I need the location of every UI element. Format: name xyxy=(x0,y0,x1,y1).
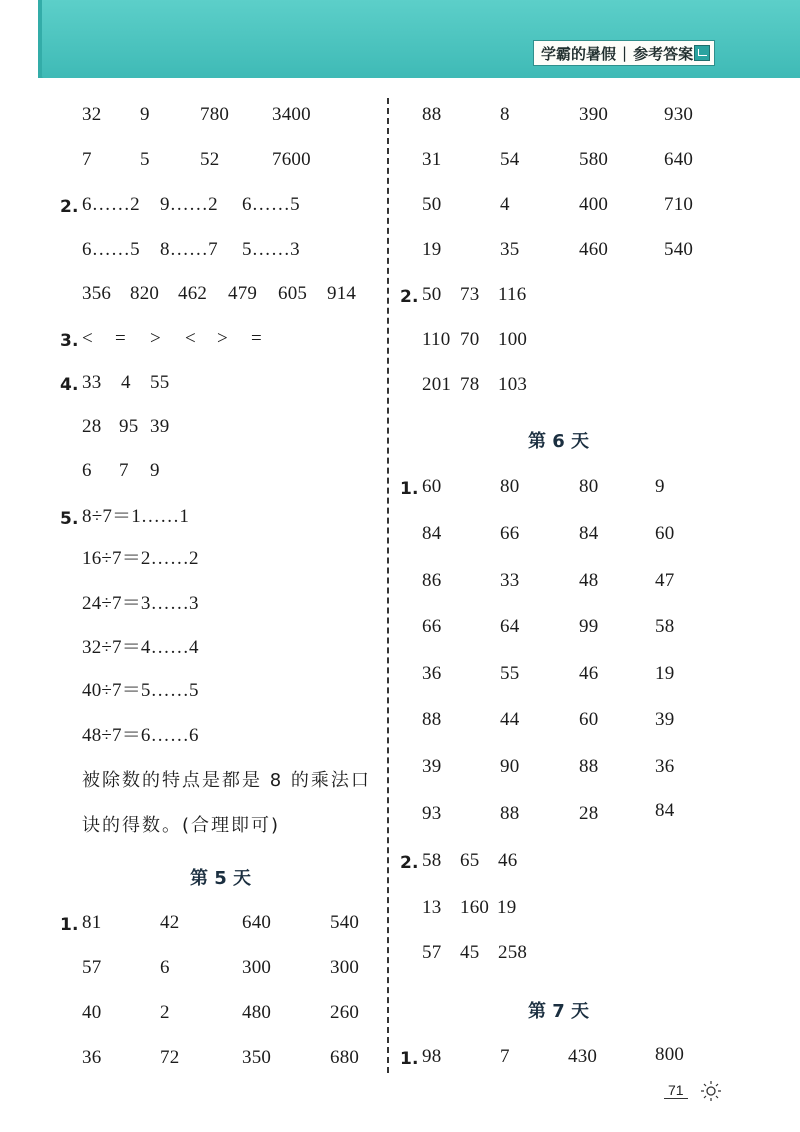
answer-cell: 32 xyxy=(82,104,102,125)
answer-cell: 45 xyxy=(460,942,480,963)
answer-cell: 78 xyxy=(460,374,480,395)
answer-cell: 4 xyxy=(500,194,510,215)
answer-cell: 710 xyxy=(664,194,694,215)
header-separator: | xyxy=(622,44,628,62)
answer-cell: 6……5 xyxy=(242,194,300,215)
answer-cell: 430 xyxy=(568,1046,598,1067)
answer-cell: 66 xyxy=(500,523,520,544)
answer-cell: 31 xyxy=(422,149,442,170)
answer-cell: 640 xyxy=(242,912,272,933)
question-number: 3. xyxy=(60,331,79,351)
answer-cell: 50 xyxy=(422,284,442,305)
answer-cell: 39 xyxy=(655,709,675,730)
answer-cell: 47 xyxy=(655,570,675,591)
answer-cell: 95 xyxy=(119,416,139,437)
answer-cell: 54 xyxy=(500,149,520,170)
answer-cell: 88 xyxy=(422,104,442,125)
book-icon xyxy=(694,45,710,61)
question-number: 1. xyxy=(400,479,419,499)
answer-cell: 52 xyxy=(200,149,220,170)
answer-cell: 160 xyxy=(460,897,490,918)
answer-cell: 88 xyxy=(579,756,599,777)
answer-cell: 60 xyxy=(579,709,599,730)
answer-cell: > xyxy=(150,328,161,349)
answer-cell: 540 xyxy=(330,912,360,933)
day-7-title: 第 7 天 xyxy=(528,1001,590,1022)
answer-cell: 55 xyxy=(150,372,170,393)
answer-cell: 60 xyxy=(655,523,675,544)
answer-cell: 19 xyxy=(422,239,442,260)
answer-cell: 44 xyxy=(500,709,520,730)
answer-cell: 46 xyxy=(579,663,599,684)
answer-cell: 820 xyxy=(130,283,160,304)
answer-cell: 9 xyxy=(655,476,665,497)
answer-cell: 57 xyxy=(422,942,442,963)
answer-cell: 72 xyxy=(160,1047,180,1068)
answer-cell: 7 xyxy=(500,1046,510,1067)
header-tab xyxy=(533,40,715,66)
answer-cell: 4 xyxy=(121,372,131,393)
answer-cell: 98 xyxy=(422,1046,442,1067)
answer-cell: 300 xyxy=(242,957,272,978)
answer-cell: 390 xyxy=(579,104,609,125)
day-6-title: 第 6 天 xyxy=(528,431,590,452)
answer-cell: < xyxy=(185,328,196,349)
answer-cell: 580 xyxy=(579,149,609,170)
answer-cell: 400 xyxy=(579,194,609,215)
answer-cell: 460 xyxy=(579,239,609,260)
answer-cell: 356 xyxy=(82,283,112,304)
answer-line: 40÷7＝5……5 xyxy=(82,680,199,701)
answer-cell: 88 xyxy=(500,803,520,824)
answer-cell: < xyxy=(82,328,93,349)
answer-cell: 36 xyxy=(655,756,675,777)
answer-cell: 260 xyxy=(330,1002,360,1023)
answer-cell: 930 xyxy=(664,104,694,125)
answer-line: 16÷7＝2……2 xyxy=(82,548,199,569)
answer-cell: 57 xyxy=(82,957,102,978)
header-band xyxy=(42,0,800,78)
answer-cell: 110 xyxy=(422,329,451,350)
answer-cell: 680 xyxy=(330,1047,360,1068)
answer-cell: 116 xyxy=(498,284,527,305)
answer-cell: 9 xyxy=(140,104,150,125)
answer-cell: 7 xyxy=(119,460,129,481)
answer-cell: 201 xyxy=(422,374,452,395)
answer-cell: 3400 xyxy=(272,104,311,125)
answer-cell: 6……2 xyxy=(82,194,140,215)
answer-cell: 70 xyxy=(460,329,480,350)
answer-cell: 8……7 xyxy=(160,239,218,260)
sun-icon xyxy=(700,1080,722,1102)
answer-cell: 39 xyxy=(422,756,442,777)
answer-line: 32÷7＝4……4 xyxy=(82,637,199,658)
page-number: 71 xyxy=(664,1082,688,1099)
day-5-title: 第 5 天 xyxy=(190,868,252,889)
question-number: 2. xyxy=(60,197,79,217)
answer-cell: 60 xyxy=(422,476,442,497)
answer-cell: 50 xyxy=(422,194,442,215)
answer-cell: 800 xyxy=(655,1044,685,1065)
answer-cell: 914 xyxy=(327,283,357,304)
answer-cell: 36 xyxy=(82,1047,102,1068)
answer-cell: 19 xyxy=(497,897,517,918)
answer-cell: 65 xyxy=(460,850,480,871)
answer-cell: 66 xyxy=(422,616,442,637)
answer-cell: 36 xyxy=(422,663,442,684)
answer-cell: 40 xyxy=(82,1002,102,1023)
answer-note: 被除数的特点是都是 8 的乘法口 xyxy=(82,770,371,791)
answer-cell: 479 xyxy=(228,283,258,304)
answer-cell: 99 xyxy=(579,616,599,637)
question-number: 1. xyxy=(400,1049,419,1069)
question-number: 5. xyxy=(60,509,79,529)
answer-cell: 84 xyxy=(655,800,675,821)
answer-cell: 84 xyxy=(579,523,599,544)
answer-cell: 8 xyxy=(500,104,510,125)
answer-cell: 84 xyxy=(422,523,442,544)
answer-line: 48÷7＝6……6 xyxy=(82,725,199,746)
answer-cell: 39 xyxy=(150,416,170,437)
answer-cell: 81 xyxy=(82,912,102,933)
answer-cell: 2 xyxy=(160,1002,170,1023)
answer-cell: 48 xyxy=(579,570,599,591)
answer-cell: 80 xyxy=(500,476,520,497)
answer-note: 诀的得数。(合理即可) xyxy=(82,815,281,836)
answer-cell: 33 xyxy=(500,570,520,591)
answer-cell: 480 xyxy=(242,1002,272,1023)
answer-cell: 33 xyxy=(82,372,102,393)
answer-cell: 300 xyxy=(330,957,360,978)
answer-cell: 258 xyxy=(498,942,528,963)
answer-cell: 35 xyxy=(500,239,520,260)
answer-cell: 86 xyxy=(422,570,442,591)
answer-cell: 6 xyxy=(82,460,92,481)
answer-cell: > xyxy=(217,328,228,349)
answer-line: 24÷7＝3……3 xyxy=(82,593,199,614)
answer-cell: 9 xyxy=(150,460,160,481)
column-divider xyxy=(387,98,389,1073)
question-number: 2. xyxy=(400,853,419,873)
answer-cell: 350 xyxy=(242,1047,272,1068)
answer-cell: 73 xyxy=(460,284,480,305)
header-title: 学霸的暑假 xyxy=(541,44,617,63)
answer-cell: 540 xyxy=(664,239,694,260)
question-number: 1. xyxy=(60,915,79,935)
answer-cell: 462 xyxy=(178,283,208,304)
answer-cell: 80 xyxy=(579,476,599,497)
answer-cell: 13 xyxy=(422,897,442,918)
answer-cell: 7 xyxy=(82,149,92,170)
answer-cell: 58 xyxy=(655,616,675,637)
answer-cell: 103 xyxy=(498,374,528,395)
answer-cell: 88 xyxy=(422,709,442,730)
question-number: 2. xyxy=(400,287,419,307)
answer-cell: 100 xyxy=(498,329,528,350)
answer-line: 8÷7＝1……1 xyxy=(82,506,190,527)
answer-cell: 9……2 xyxy=(160,194,218,215)
answer-cell: 5……3 xyxy=(242,239,300,260)
answer-cell: 93 xyxy=(422,803,442,824)
answer-cell: 28 xyxy=(579,803,599,824)
answer-cell: 5 xyxy=(140,149,150,170)
answer-cell: 55 xyxy=(500,663,520,684)
header-subtitle: 参考答案 xyxy=(633,44,694,63)
question-number: 4. xyxy=(60,375,79,395)
answer-cell: 42 xyxy=(160,912,180,933)
answer-cell: 58 xyxy=(422,850,442,871)
answer-cell: 780 xyxy=(200,104,230,125)
answer-cell: 19 xyxy=(655,663,675,684)
answer-cell: 28 xyxy=(82,416,102,437)
answer-cell: 7600 xyxy=(272,149,311,170)
answer-cell: 6 xyxy=(160,957,170,978)
answer-cell: 605 xyxy=(278,283,308,304)
answer-cell: 90 xyxy=(500,756,520,777)
answer-cell: 640 xyxy=(664,149,694,170)
answer-cell: = xyxy=(251,328,262,349)
answer-cell: 46 xyxy=(498,850,518,871)
answer-cell: 64 xyxy=(500,616,520,637)
answer-cell: = xyxy=(115,328,126,349)
answer-cell: 6……5 xyxy=(82,239,140,260)
